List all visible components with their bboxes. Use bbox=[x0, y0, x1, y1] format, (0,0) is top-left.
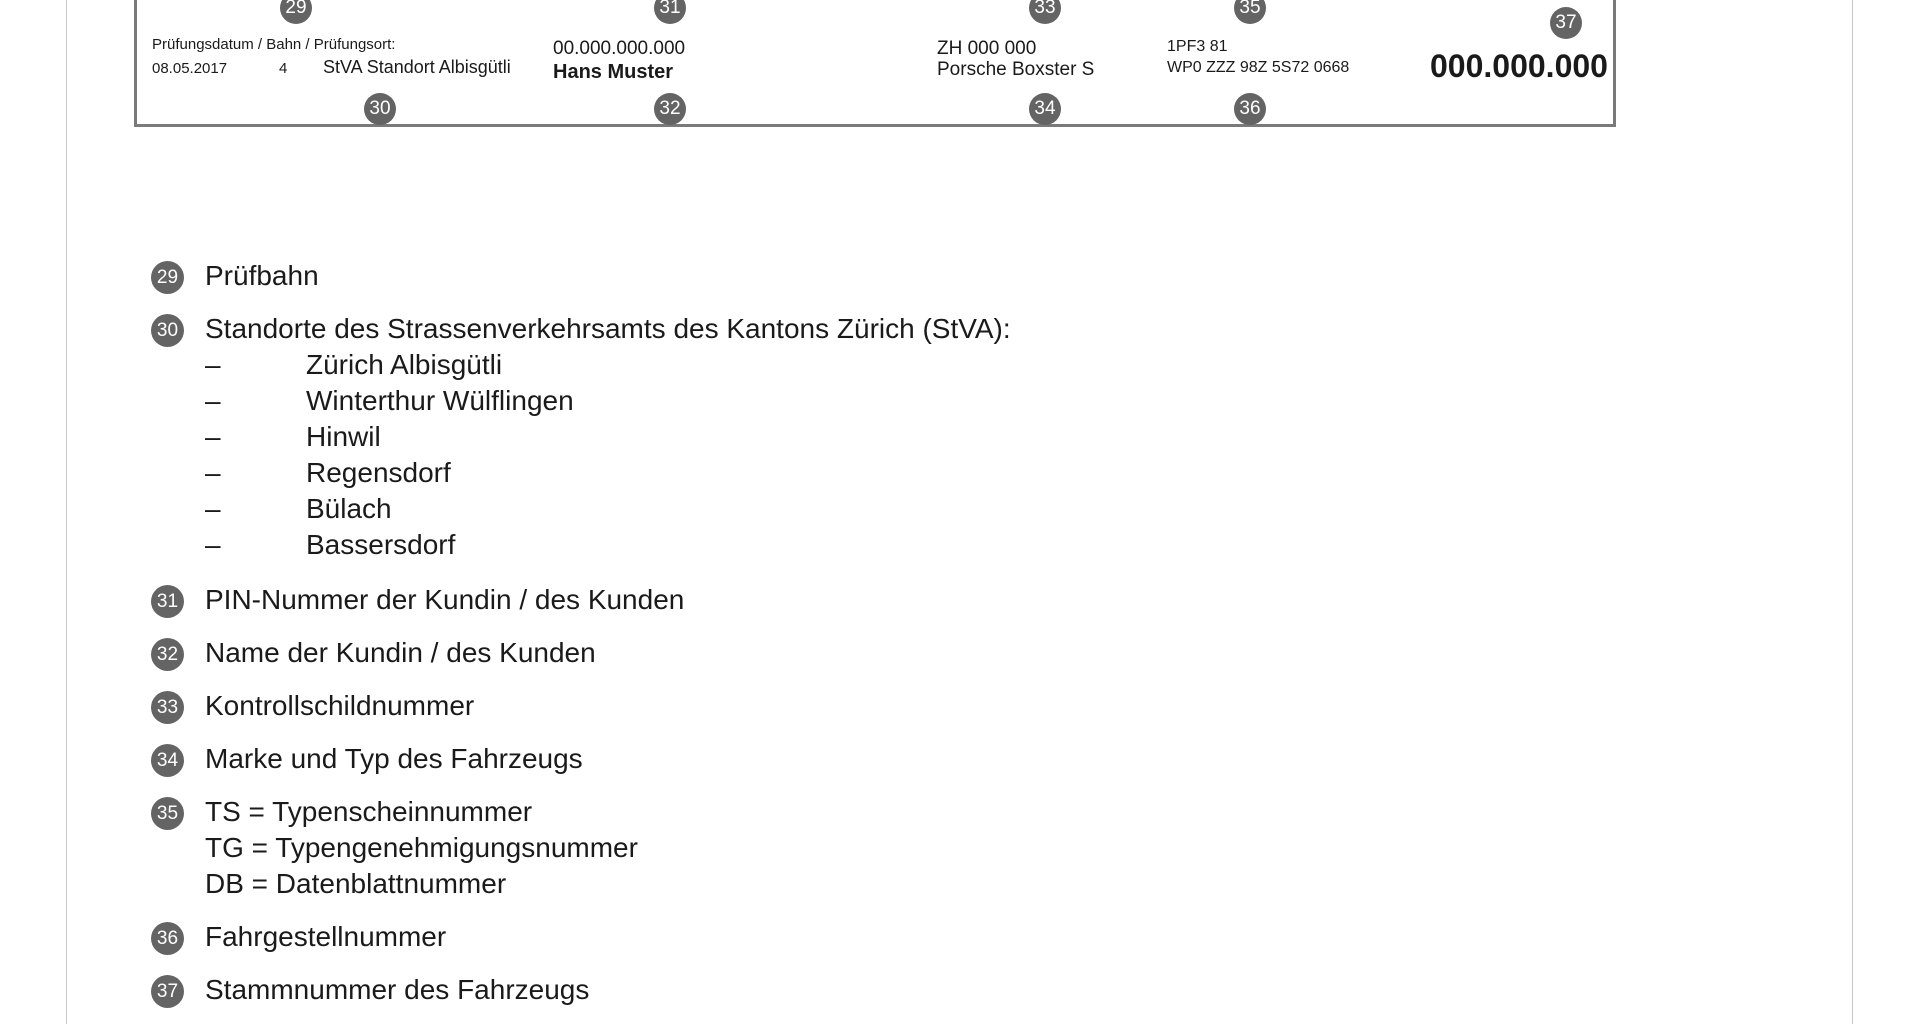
legend-marker-29: 29 bbox=[151, 261, 184, 294]
location-item: Hinwil bbox=[306, 421, 381, 452]
page-edge-left bbox=[66, 0, 67, 1024]
list-dash: – bbox=[205, 349, 221, 380]
inspection-lane: 4 bbox=[279, 60, 288, 77]
type-number: 1PF3 81 bbox=[1167, 38, 1228, 55]
legend-marker-36: 36 bbox=[151, 922, 184, 955]
location-item: Winterthur Wülflingen bbox=[306, 385, 574, 416]
list-dash: – bbox=[205, 529, 221, 560]
legend-text-35-ts: TS = Typenscheinnummer bbox=[205, 796, 533, 827]
stamm-number: 000.000.000 bbox=[1430, 48, 1608, 84]
legend-marker-34: 34 bbox=[151, 744, 184, 777]
legend-text-35-tg: TG = Typengenehmigungsnummer bbox=[205, 832, 638, 863]
legend-marker-30: 30 bbox=[151, 314, 184, 347]
marker-34: 34 bbox=[1029, 93, 1061, 125]
marker-29: 29 bbox=[280, 0, 312, 24]
date-label: Prüfungsdatum / Bahn / Prüfungsort: bbox=[152, 36, 396, 53]
customer-name: Hans Muster bbox=[553, 61, 674, 83]
legend-text-32: Name der Kundin / des Kunden bbox=[205, 637, 596, 668]
legend-marker-32: 32 bbox=[151, 638, 184, 671]
legend-text-30: Standorte des Strassenverkehrsamts des Kantons Zürich (StVA): bbox=[205, 313, 1011, 344]
marker-36: 36 bbox=[1234, 93, 1266, 125]
list-dash: – bbox=[205, 385, 221, 416]
legend-text-36: Fahrgestellnummer bbox=[205, 921, 447, 952]
legend-marker-35: 35 bbox=[151, 797, 184, 830]
vehicle-make-type: Porsche Boxster S bbox=[937, 59, 1095, 80]
legend-marker-31: 31 bbox=[151, 585, 184, 618]
list-dash: – bbox=[205, 493, 221, 524]
legend-text-31: PIN-Nummer der Kundin / des Kunden bbox=[205, 584, 685, 615]
inspection-date: 08.05.2017 bbox=[152, 60, 228, 77]
marker-33: 33 bbox=[1029, 0, 1061, 24]
list-dash: – bbox=[205, 457, 221, 488]
location-item: Zürich Albisgütli bbox=[306, 349, 503, 380]
legend-marker-33: 33 bbox=[151, 691, 184, 724]
legend-text-34: Marke und Typ des Fahrzeugs bbox=[205, 743, 583, 774]
marker-35: 35 bbox=[1234, 0, 1266, 24]
list-dash: – bbox=[205, 421, 221, 452]
legend-text-37: Stammnummer des Fahrzeugs bbox=[205, 974, 590, 1005]
marker-37: 37 bbox=[1550, 7, 1582, 39]
marker-31: 31 bbox=[654, 0, 686, 24]
legend-marker-37: 37 bbox=[151, 975, 184, 1008]
inspection-location: StVA Standort Albisgütli bbox=[323, 57, 511, 77]
location-item: Bassersdorf bbox=[306, 529, 456, 560]
legend-text-35-db: DB = Datenblattnummer bbox=[205, 868, 507, 899]
legend-text-29: Prüfbahn bbox=[205, 260, 319, 291]
plate-number: ZH 000 000 bbox=[937, 38, 1037, 59]
location-item: Regensdorf bbox=[306, 457, 451, 488]
marker-30: 30 bbox=[364, 93, 396, 125]
page-edge-right bbox=[1852, 0, 1853, 1024]
marker-32: 32 bbox=[654, 93, 686, 125]
pin-number: 00.000.000.000 bbox=[553, 38, 686, 59]
chassis-number: WP0 ZZZ 98Z 5S72 0668 bbox=[1167, 59, 1350, 76]
location-item: Bülach bbox=[306, 493, 392, 524]
legend-text-33: Kontrollschildnummer bbox=[205, 690, 475, 721]
